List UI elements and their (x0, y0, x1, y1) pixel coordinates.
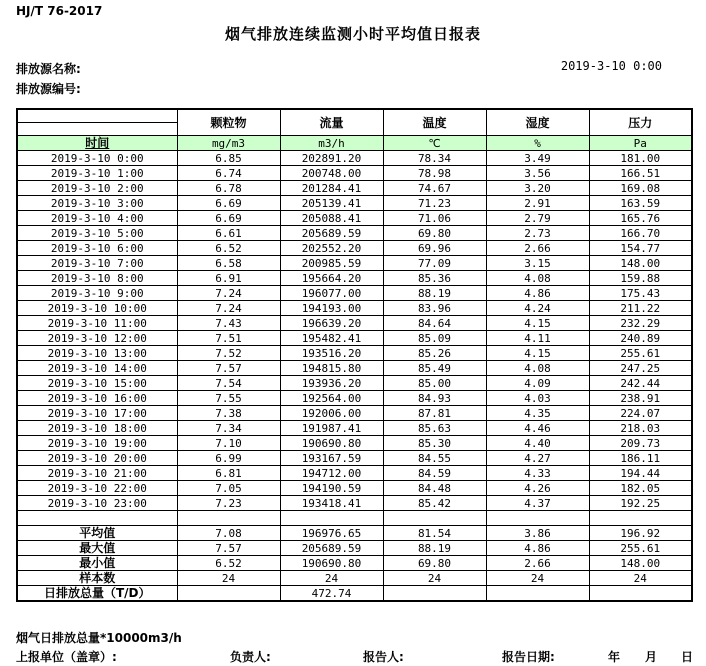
page-title: 烟气排放连续监测小时平均值日报表 (224, 25, 481, 43)
reporter-label: 报告人: (363, 650, 404, 664)
value-cell: 4.37 (486, 496, 589, 511)
column-header-temperature: 温度 (383, 109, 486, 136)
value-cell (383, 586, 486, 602)
table-row (17, 316, 692, 331)
value-cell: 6.81 (177, 466, 280, 481)
value-cell: 205689.59 (280, 226, 383, 241)
value-cell: 84.48 (383, 481, 486, 496)
value-cell: 190690.80 (280, 556, 383, 571)
value-cell: 85.09 (383, 331, 486, 346)
table-row (17, 196, 692, 211)
value-cell: 7.34 (177, 421, 280, 436)
value-cell: 81.54 (383, 526, 486, 541)
value-cell: 69.80 (383, 556, 486, 571)
value-cell: 6.99 (177, 451, 280, 466)
summary-label: 日排放总量（T/D） (17, 586, 177, 602)
table-row (17, 166, 692, 181)
value-cell: 196976.65 (280, 526, 383, 541)
value-cell: 7.24 (177, 286, 280, 301)
data-rows (17, 151, 692, 511)
time-cell: 2019-3-10 6:00 (17, 241, 177, 256)
value-cell: 85.36 (383, 271, 486, 286)
value-cell: 4.40 (486, 436, 589, 451)
value-cell: 191987.41 (280, 421, 383, 436)
value-cell: 24 (280, 571, 383, 586)
value-cell: 472.74 (280, 586, 383, 602)
summary-label: 最大值 (17, 541, 177, 556)
value-cell: 6.61 (177, 226, 280, 241)
value-cell: 166.70 (589, 226, 692, 241)
table-row (17, 151, 692, 166)
value-cell: 6.91 (177, 271, 280, 286)
value-cell: 2.79 (486, 211, 589, 226)
value-cell: 163.59 (589, 196, 692, 211)
table-row (17, 211, 692, 226)
value-cell: 194193.00 (280, 301, 383, 316)
value-cell: 2.91 (486, 196, 589, 211)
value-cell: 209.73 (589, 436, 692, 451)
value-cell: 193418.41 (280, 496, 383, 511)
time-cell: 2019-3-10 20:00 (17, 451, 177, 466)
unit-cell: mg/m3 (177, 136, 280, 151)
value-cell: 3.20 (486, 181, 589, 196)
value-cell: 196639.20 (280, 316, 383, 331)
time-cell: 2019-3-10 1:00 (17, 166, 177, 181)
time-cell: 2019-3-10 11:00 (17, 316, 177, 331)
value-cell: 87.81 (383, 406, 486, 421)
value-cell: 166.51 (589, 166, 692, 181)
table-row (17, 301, 692, 316)
value-cell (177, 586, 280, 602)
value-cell: 77.09 (383, 256, 486, 271)
time-cell: 2019-3-10 0:00 (17, 151, 177, 166)
table-row (17, 421, 692, 436)
value-cell: 24 (589, 571, 692, 586)
value-cell: 255.61 (589, 346, 692, 361)
value-cell: 69.96 (383, 241, 486, 256)
value-cell: 205139.41 (280, 196, 383, 211)
summary-row (17, 556, 692, 571)
unit-cell: ℃ (383, 136, 486, 151)
time-cell: 2019-3-10 13:00 (17, 346, 177, 361)
value-cell: 6.69 (177, 196, 280, 211)
value-cell: 85.49 (383, 361, 486, 376)
value-cell: 4.15 (486, 316, 589, 331)
summary-row (17, 526, 692, 541)
value-cell: 7.57 (177, 361, 280, 376)
value-cell: 69.80 (383, 226, 486, 241)
value-cell: 175.43 (589, 286, 692, 301)
table-row (17, 361, 692, 376)
table-row (17, 436, 692, 451)
value-cell: 4.15 (486, 346, 589, 361)
value-cell: 192564.00 (280, 391, 383, 406)
responsible-person-label: 负责人: (230, 650, 271, 664)
table-row (17, 406, 692, 421)
value-cell: 71.06 (383, 211, 486, 226)
summary-label: 最小值 (17, 556, 177, 571)
value-cell: 202891.20 (280, 151, 383, 166)
value-cell: 190690.80 (280, 436, 383, 451)
time-cell: 2019-3-10 10:00 (17, 301, 177, 316)
time-cell: 2019-3-10 4:00 (17, 211, 177, 226)
value-cell: 7.52 (177, 346, 280, 361)
column-header-flow: 流量 (280, 109, 383, 136)
value-cell: 165.76 (589, 211, 692, 226)
value-cell: 148.00 (589, 256, 692, 271)
value-cell: 193936.20 (280, 376, 383, 391)
unit-cell: Pa (589, 136, 692, 151)
value-cell: 193167.59 (280, 451, 383, 466)
value-cell: 194815.80 (280, 361, 383, 376)
value-cell (589, 586, 692, 602)
value-cell: 4.35 (486, 406, 589, 421)
value-cell: 24 (383, 571, 486, 586)
value-cell: 7.23 (177, 496, 280, 511)
value-cell: 83.96 (383, 301, 486, 316)
time-cell: 2019-3-10 7:00 (17, 256, 177, 271)
table-row (17, 391, 692, 406)
value-cell: 2.66 (486, 241, 589, 256)
report-datetime: 2019-3-10 0:00 (560, 59, 662, 73)
time-cell: 2019-3-10 2:00 (17, 181, 177, 196)
value-cell: 88.19 (383, 286, 486, 301)
value-cell: 4.86 (486, 286, 589, 301)
value-cell: 7.05 (177, 481, 280, 496)
value-cell: 6.52 (177, 241, 280, 256)
table-row (17, 226, 692, 241)
table-row (17, 256, 692, 271)
value-cell: 192.25 (589, 496, 692, 511)
value-cell: 3.15 (486, 256, 589, 271)
table-row (17, 481, 692, 496)
value-cell: 6.85 (177, 151, 280, 166)
value-cell: 85.26 (383, 346, 486, 361)
table-header (17, 109, 692, 151)
value-cell: 7.10 (177, 436, 280, 451)
value-cell: 6.74 (177, 166, 280, 181)
value-cell: 202552.20 (280, 241, 383, 256)
column-header-particulate: 颗粒物 (177, 109, 280, 136)
summary-label: 平均值 (17, 526, 177, 541)
report-date-label: 报告日期: (502, 650, 555, 664)
table-row (17, 376, 692, 391)
column-header-pressure: 压力 (589, 109, 692, 136)
value-cell: 211.22 (589, 301, 692, 316)
value-cell: 4.03 (486, 391, 589, 406)
value-cell: 7.08 (177, 526, 280, 541)
summary-label: 样本数 (17, 571, 177, 586)
table-row (17, 346, 692, 361)
time-cell: 2019-3-10 21:00 (17, 466, 177, 481)
table-row (17, 451, 692, 466)
time-cell: 2019-3-10 9:00 (17, 286, 177, 301)
value-cell: 78.34 (383, 151, 486, 166)
value-cell: 85.42 (383, 496, 486, 511)
value-cell: 4.26 (486, 481, 589, 496)
value-cell: 3.49 (486, 151, 589, 166)
value-cell: 24 (486, 571, 589, 586)
unit-cell: m3/h (280, 136, 383, 151)
value-cell: 4.11 (486, 331, 589, 346)
value-cell: 78.98 (383, 166, 486, 181)
value-cell: 181.00 (589, 151, 692, 166)
value-cell: 2.73 (486, 226, 589, 241)
value-cell: 7.55 (177, 391, 280, 406)
value-cell: 7.43 (177, 316, 280, 331)
value-cell: 84.64 (383, 316, 486, 331)
time-cell: 2019-3-10 12:00 (17, 331, 177, 346)
value-cell: 193516.20 (280, 346, 383, 361)
value-cell: 6.52 (177, 556, 280, 571)
value-cell (486, 586, 589, 602)
table-row (17, 286, 692, 301)
value-cell: 205088.41 (280, 211, 383, 226)
value-cell: 196077.00 (280, 286, 383, 301)
source-code-label: 排放源编号: (16, 82, 81, 96)
time-cell: 2019-3-10 22:00 (17, 481, 177, 496)
value-cell: 154.77 (589, 241, 692, 256)
header-row-units (17, 136, 692, 151)
value-cell: 3.86 (486, 526, 589, 541)
value-cell: 169.08 (589, 181, 692, 196)
value-cell: 200985.59 (280, 256, 383, 271)
value-cell: 194.44 (589, 466, 692, 481)
value-cell: 4.24 (486, 301, 589, 316)
value-cell: 205689.59 (280, 541, 383, 556)
value-cell: 85.30 (383, 436, 486, 451)
empty-corner-cell-top (17, 109, 177, 123)
value-cell: 4.46 (486, 421, 589, 436)
time-cell: 2019-3-10 19:00 (17, 436, 177, 451)
value-cell: 196.92 (589, 526, 692, 541)
value-cell: 182.05 (589, 481, 692, 496)
value-cell: 4.08 (486, 271, 589, 286)
value-cell: 3.56 (486, 166, 589, 181)
value-cell: 88.19 (383, 541, 486, 556)
value-cell: 4.27 (486, 451, 589, 466)
time-cell: 2019-3-10 14:00 (17, 361, 177, 376)
empty-corner-cell-bottom (17, 123, 177, 136)
value-cell: 247.25 (589, 361, 692, 376)
value-cell: 148.00 (589, 556, 692, 571)
table-row (17, 496, 692, 511)
summary-row (17, 541, 692, 556)
value-cell: 24 (177, 571, 280, 586)
source-name-label: 排放源名称: (16, 62, 81, 76)
value-cell: 192006.00 (280, 406, 383, 421)
summary-row (17, 586, 692, 602)
value-cell: 194712.00 (280, 466, 383, 481)
time-cell: 2019-3-10 5:00 (17, 226, 177, 241)
time-cell: 2019-3-10 17:00 (17, 406, 177, 421)
report-unit-label: 上报单位（盖章）: (16, 650, 117, 664)
table-row (17, 466, 692, 481)
month-label: 月 (645, 650, 658, 664)
value-cell: 85.63 (383, 421, 486, 436)
table-row (17, 331, 692, 346)
value-cell: 224.07 (589, 406, 692, 421)
value-cell: 7.38 (177, 406, 280, 421)
value-cell: 195482.41 (280, 331, 383, 346)
value-cell: 74.67 (383, 181, 486, 196)
value-cell: 232.29 (589, 316, 692, 331)
value-cell: 6.69 (177, 211, 280, 226)
value-cell: 85.00 (383, 376, 486, 391)
header-row-top (17, 109, 692, 123)
value-cell: 84.55 (383, 451, 486, 466)
value-cell: 6.58 (177, 256, 280, 271)
table-row (17, 241, 692, 256)
spacer-row (17, 511, 692, 526)
value-cell: 84.93 (383, 391, 486, 406)
value-cell: 4.86 (486, 541, 589, 556)
value-cell: 159.88 (589, 271, 692, 286)
time-cell: 2019-3-10 18:00 (17, 421, 177, 436)
value-cell: 240.89 (589, 331, 692, 346)
value-cell: 7.54 (177, 376, 280, 391)
value-cell: 242.44 (589, 376, 692, 391)
year-label: 年 (608, 650, 621, 664)
value-cell: 4.08 (486, 361, 589, 376)
time-column-header: 时间 (17, 136, 177, 151)
value-cell: 71.23 (383, 196, 486, 211)
value-cell: 186.11 (589, 451, 692, 466)
spacer-body (17, 511, 692, 526)
value-cell: 238.91 (589, 391, 692, 406)
unit-cell: % (486, 136, 589, 151)
value-cell: 4.09 (486, 376, 589, 391)
value-cell: 255.61 (589, 541, 692, 556)
time-cell: 2019-3-10 8:00 (17, 271, 177, 286)
value-cell: 6.78 (177, 181, 280, 196)
value-cell: 218.03 (589, 421, 692, 436)
table-row (17, 271, 692, 286)
time-cell: 2019-3-10 23:00 (17, 496, 177, 511)
value-cell: 201284.41 (280, 181, 383, 196)
summary-rows (17, 526, 692, 602)
value-cell: 2.66 (486, 556, 589, 571)
table-row (17, 181, 692, 196)
value-cell: 194190.59 (280, 481, 383, 496)
column-header-humidity: 湿度 (486, 109, 589, 136)
time-cell: 2019-3-10 15:00 (17, 376, 177, 391)
value-cell: 84.59 (383, 466, 486, 481)
day-label: 日 (681, 650, 694, 664)
standard-code: HJ/T 76-2017 (16, 4, 103, 18)
value-cell: 195664.20 (280, 271, 383, 286)
total-emission-note: 烟气日排放总量*10000m3/h (16, 631, 182, 645)
value-cell: 7.24 (177, 301, 280, 316)
value-cell: 4.33 (486, 466, 589, 481)
signature-row (0, 648, 706, 666)
time-cell: 2019-3-10 3:00 (17, 196, 177, 211)
summary-row (17, 571, 692, 586)
value-cell: 200748.00 (280, 166, 383, 181)
value-cell: 7.57 (177, 541, 280, 556)
value-cell: 7.51 (177, 331, 280, 346)
report-table (16, 108, 693, 602)
time-cell: 2019-3-10 16:00 (17, 391, 177, 406)
